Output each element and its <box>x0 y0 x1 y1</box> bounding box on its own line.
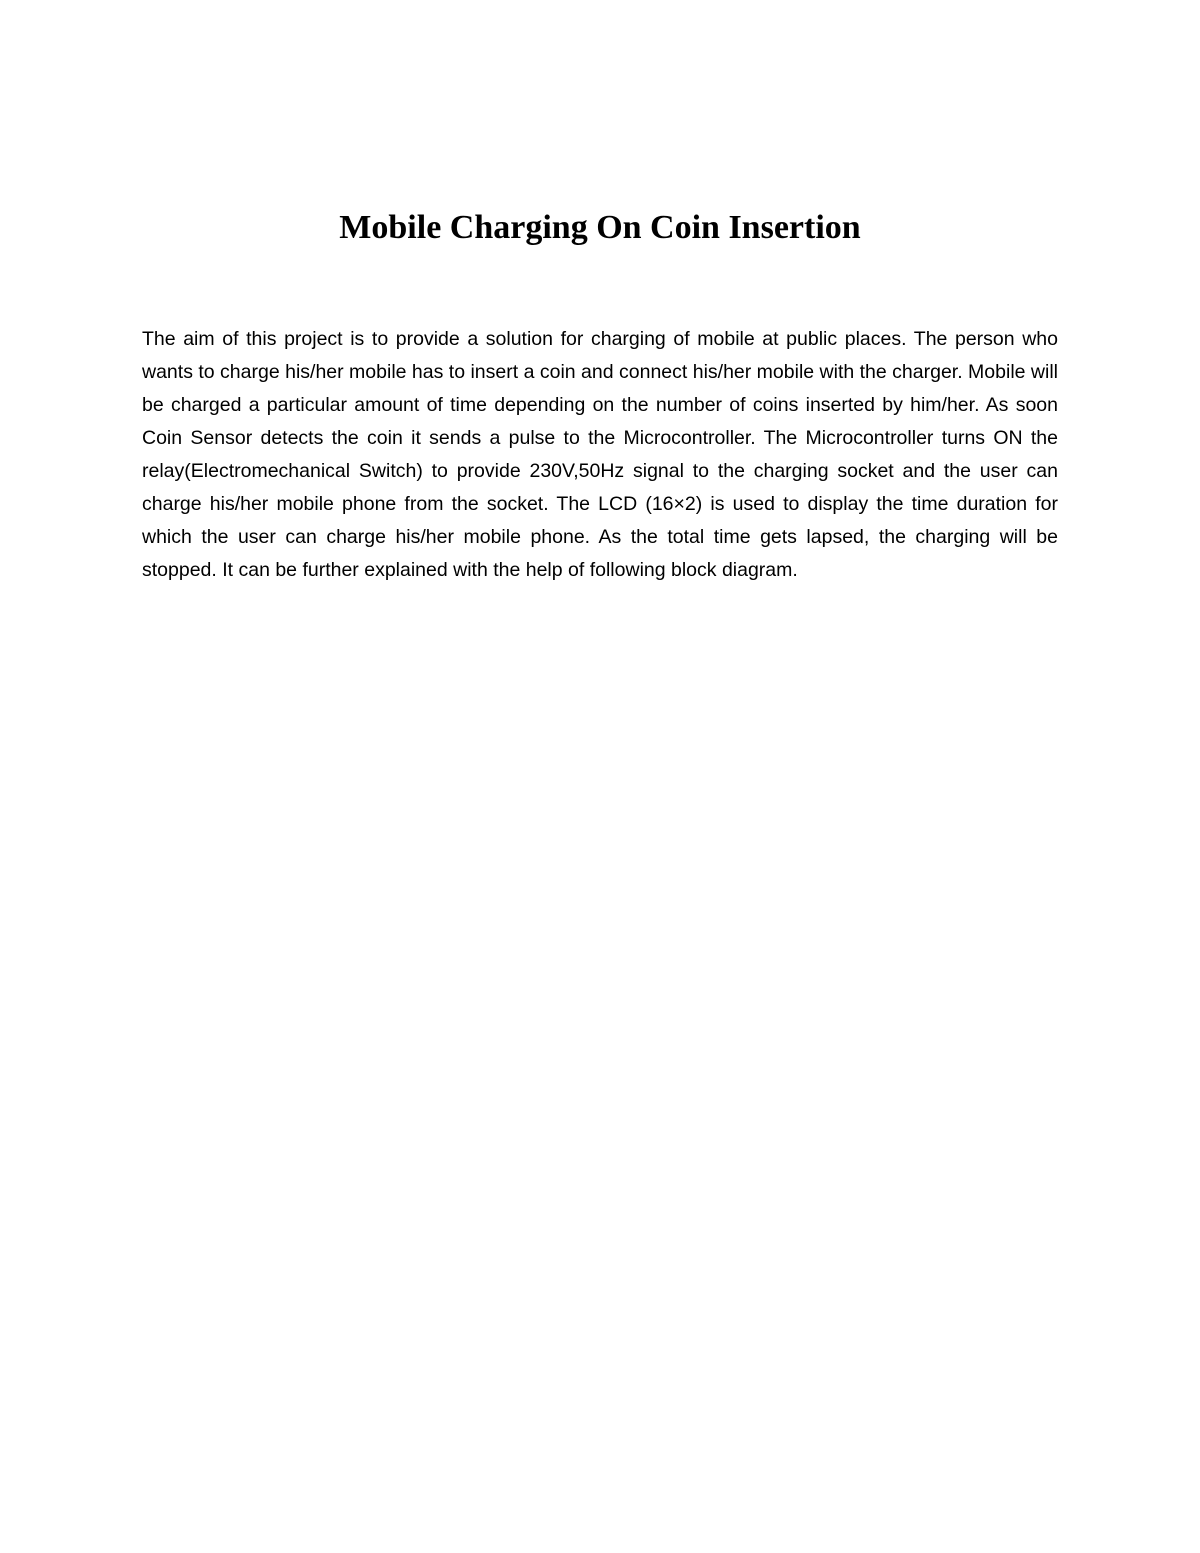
body-paragraph: The aim of this project is to provide a solution for charging of mobile at public places. The person who wants to charge his/her mobile has to insert a coin and connect his/her mobile with the charger. Mobile will be charged a particular amount of time depending on the number of coins inserted by him/her. As soon Coin Sensor detects the coin it sends a pulse to the Microcontroller. The Microcontroller turns ON the relay(Electromechanical Switch) to provide 230V,50Hz signal to the charging socket and the user can charge his/her mobile phone from the socket. The LCD (16×2) is used to display the time duration for which the user can charge his/her mobile phone. As the total time gets lapsed, the charging will be stopped. It can be further explained with the help of following block diagram. <box>142 328 1058 581</box>
document-title: Mobile Charging On Coin Insertion <box>339 209 861 246</box>
